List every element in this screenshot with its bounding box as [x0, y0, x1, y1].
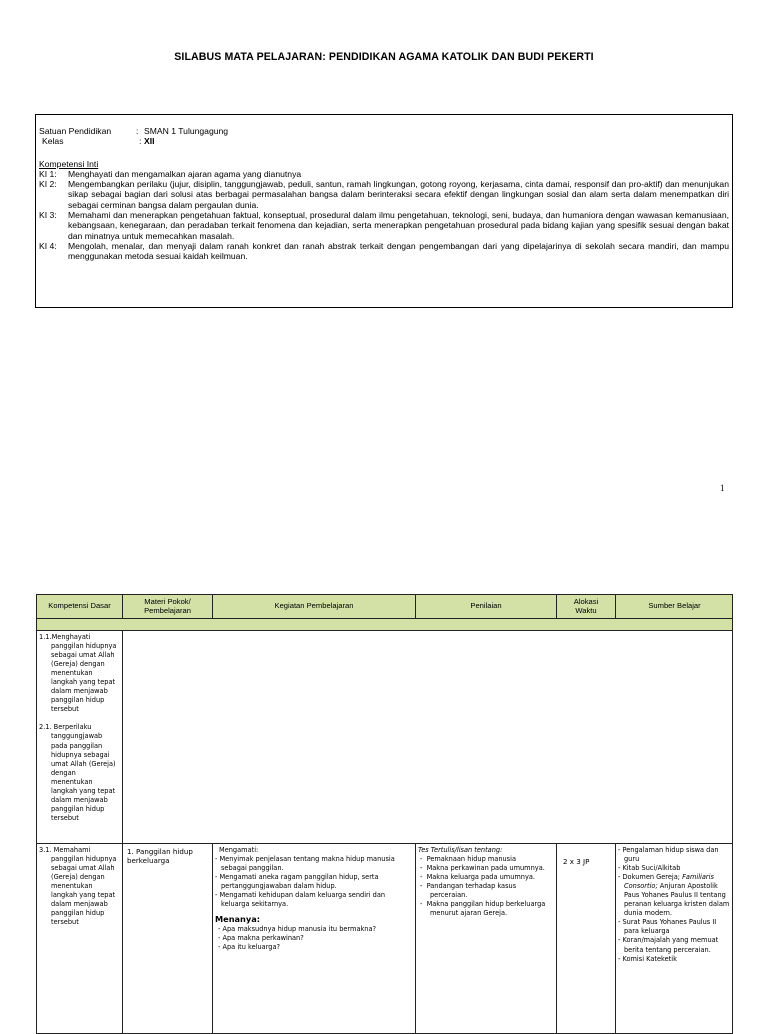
sumber-item: - Komisi Kateketik — [618, 954, 677, 963]
menanya-item: - Apa maksudnya hidup manusia itu bermakna? — [218, 925, 377, 934]
header-kompetensi-dasar: Kompetensi Dasar — [37, 595, 123, 618]
kelas-label: Kelas — [42, 136, 64, 147]
column-divider — [415, 844, 416, 1034]
kelas-row — [39, 136, 729, 146]
sumber-item: - Pengalaman hidup siswa dan guru — [618, 846, 719, 864]
header-materi-pokok: Materi Pokok/ Pembelajaran — [123, 595, 213, 618]
satuan-colon: : — [136, 126, 139, 136]
menanya-item: - Apa itu keluarga? — [218, 943, 281, 952]
alokasi-cell — [563, 857, 613, 866]
kd-cell-row2 — [39, 846, 119, 927]
kegiatan-item: - Mengamati kehidupan dalam keluarga sendiri dan keluarga sekitarnya. — [215, 891, 386, 909]
satuan-label: Satuan Pendidikan — [39, 126, 112, 136]
penilaian-item: - Pandangan terhadap kasus perceraian. — [420, 882, 517, 900]
kelas-value: XII — [144, 136, 155, 147]
penilaian-item: - Pemaknaan hidup manusia — [420, 855, 516, 864]
sumber-item: - Kitab Suci/Alkitab — [618, 864, 681, 873]
ki-item — [39, 169, 729, 179]
menanya-heading: Menanya: — [215, 914, 261, 925]
satuan-value: SMAN 1 Tulungagung — [144, 126, 229, 136]
column-divider — [122, 631, 123, 1034]
syllabus-table — [36, 594, 733, 1034]
sumber-item: - Dokumen Gereja; Familiaris Consortio; Anjuran Apostolik Paus Yohanes Paulus II tentang peranan keluarga kristen dalam dunia modern. — [618, 873, 730, 918]
document-title: SILABUS MATA PELAJARAN: PENDIDIKAN AGAMA KATOLIK DAN BUDI PEKERTI — [174, 51, 594, 63]
kompetensi-inti-heading: Kompetensi Inti — [39, 158, 99, 169]
ki-text: Menghayati dan mengamalkan ajaran agama yang dianutnya — [68, 168, 302, 179]
row-divider — [37, 843, 733, 844]
kd-1-1: 1.1.Menghayati panggilan hidupnya sebagai umat Allah (Gereja) dengan menentukan langkah yang tepat dalam menjawab panggilan hidup tersebut — [39, 633, 117, 714]
kegiatan-item: - Menyimak penjelasan tentang makna hidup manusia sebagai panggilan. — [215, 855, 395, 873]
penilaian-item: - Makna panggilan hidup berkeluarga menurut ajaran Gereja. — [420, 900, 546, 918]
ki-number: KI 3: — [39, 210, 57, 221]
alokasi-value: 2 x 3 JP — [563, 857, 590, 866]
ki-number: KI 1: — [39, 168, 57, 179]
penilaian-item: - Makna keluarga pada umumnya. — [420, 873, 536, 882]
header-alokasi-waktu: Alokasi Waktu — [557, 595, 616, 618]
ki-number: KI 2: — [39, 179, 57, 190]
kd-3-1: 3.1. Memahami panggilan hidupnya sebagai umat Allah (Gereja) dengan menentukan langkah yang tepat dalam menjawab panggilan hidup tersebut — [39, 846, 117, 927]
ki-item — [39, 241, 729, 262]
sumber-item: - Surat Paus Yohanes Paulus II para keluarga — [618, 918, 717, 936]
kelas-colon: : — [139, 136, 142, 147]
mengamati-heading: Mengamati: — [219, 846, 259, 854]
header-band — [37, 619, 732, 631]
kegiatan-item: - Mengamati aneka ragam panggilan hidup, serta pertanggungjawaban dalam hidup. — [215, 873, 379, 891]
penilaian-heading: Tes Tertulis/lisan tentang: — [418, 846, 503, 854]
header-sumber-belajar: Sumber Belajar — [648, 601, 701, 611]
header-penilaian: Penilaian — [416, 595, 557, 618]
penilaian-cell — [418, 846, 553, 918]
materi-text: 1. Panggilan hidup berkeluarga — [127, 847, 193, 866]
column-divider — [556, 844, 557, 1034]
ki-text: Mengembangkan perilaku (jujur, disiplin, tanggungjawab, peduli, santun, ramah lingkungan, gotong royong, kerjasama, cinta damai, responsif dan pro-aktif) dan menunjukan sikap sebagai bagian dari solusi atas berbagai permasalahan bangsa dalam berinteraksi secara efektif dengan lingkungan sosial dan alam serta dalam menempatkan diri sebagai cerminan bangsa dalam pergaulan dunia. — [68, 179, 729, 210]
table-header-row — [37, 595, 732, 619]
ki-text: Memahami dan menerapkan pengetahuan faktual, konseptual, prosedural dalam ilmu pengetahuan, teknologi, seni, budaya, dan humaniora dengan wawasan kemanusiaan, kebangsaan, kenegaraan, dan peradaban terkait fenomena dan kejadian, serta menerapkan pengetahuan prosedural pada bidang kajian yang spesifik sesuai dengan bakat dan minatnya untuk memecahkan masalah. — [68, 210, 729, 241]
satuan-row — [39, 126, 729, 136]
sumber-cell — [618, 846, 732, 964]
column-divider — [615, 844, 616, 1034]
ki-item — [39, 179, 729, 210]
identity-box — [35, 114, 733, 308]
header-kegiatan-pembelajaran: Kegiatan Pembelajaran — [213, 595, 416, 618]
kegiatan-cell — [215, 846, 412, 953]
kd-2-1: 2.1. Berperilaku tanggungjawab pada panggilan hidupnya sebagai umat Allah (Gereja) dengan menentukan langkah yang tepat dalam menjawab panggilan hidup tersebut — [39, 723, 116, 822]
sumber-item: - Koran/majalah yang memuat berita tentang perceraian. — [618, 936, 719, 954]
ki-text: Mengolah, menalar, dan menyaji dalam ranah konkret dan ranah abstrak terkait dengan pengembangan dari yang dipelajarinya di sekolah secara mandiri, dan mampu menggunakan metoda sesuai kaidah keilmuan. — [68, 240, 729, 262]
column-divider — [212, 844, 213, 1034]
ki-number: KI 4: — [39, 240, 57, 251]
kd-cell-row1 — [39, 633, 119, 823]
menanya-item: - Apa makna perkawinan? — [218, 934, 304, 943]
ki-item — [39, 210, 729, 241]
materi-cell — [127, 847, 209, 866]
penilaian-item: - Makna perkawinan pada umumnya. — [420, 864, 545, 873]
page-number: 1 — [720, 483, 725, 493]
